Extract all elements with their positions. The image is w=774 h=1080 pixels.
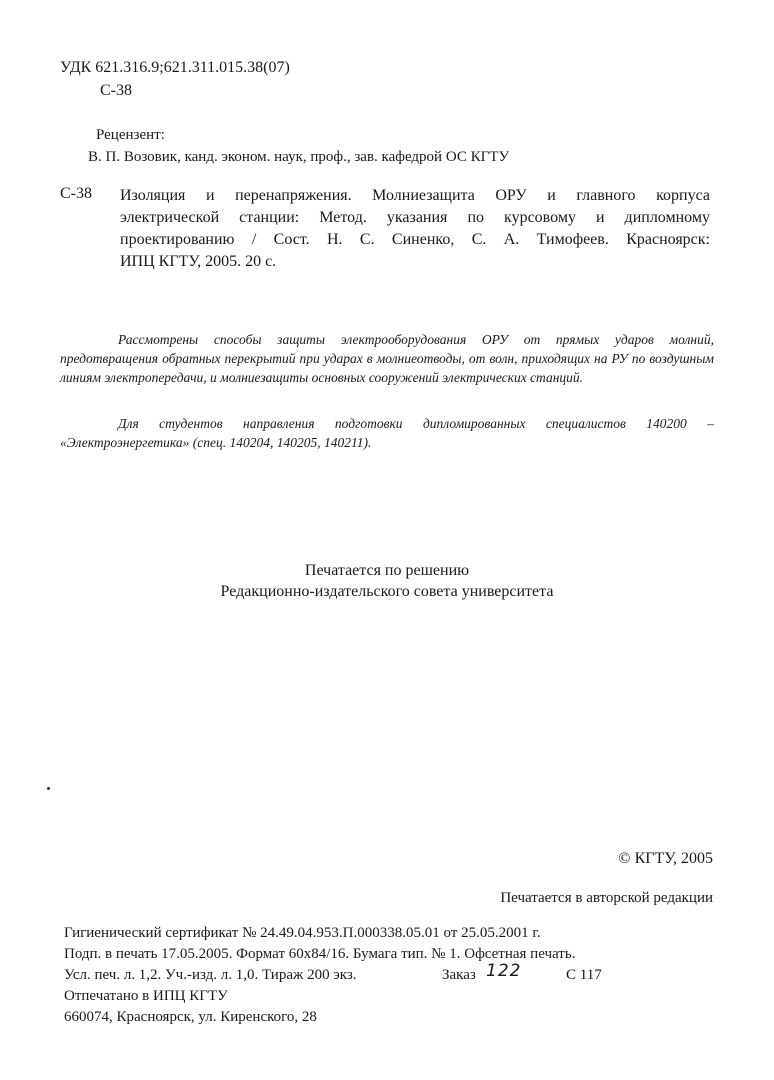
biblio-line-2: электрической станции: Метод. указания по курсовому и дипломному: [120, 209, 710, 226]
biblio-description: [120, 185, 710, 273]
scan-speck: [47, 787, 50, 790]
biblio-line-1: Изоляция и перенапряжения. Молниезащита ОРУ и главного корпуса: [120, 187, 710, 204]
reviewer-label: Рецензент:: [96, 127, 165, 143]
imprint-certificate: Гигиенический сертификат № 24.49.04.953.П.000338.05.01 от 25.05.2001 г.: [64, 925, 541, 941]
imprint-printed-at: Отпечатано в ИПЦ КГТУ: [64, 988, 228, 1004]
approval-line-2: Редакционно-издательского совета университета: [220, 583, 554, 600]
imprint-volume: Усл. печ. л. 1,2. Уч.-изд. л. 1,0. Тираж 200 экз.: [64, 967, 357, 983]
reviewer-name: В. П. Возовик, канд. эконом. наук, проф., зав. кафедрой ОС КГТУ: [88, 149, 510, 165]
edition-note: Печатается в авторской редакции: [500, 890, 713, 906]
library-index: С-38: [100, 82, 132, 99]
approval-line-1: Печатается по решению: [304, 562, 470, 579]
biblio-line-4: ИПЦ КГТУ, 2005. 20 с.: [120, 253, 277, 270]
udk-code: УДК 621.316.9;621.311.015.38(07): [60, 59, 290, 76]
order-label: Заказ: [442, 967, 476, 983]
imprint-print-details: Подп. в печать 17.05.2005. Формат 60х84/16. Бумага тип. № 1. Офсетная печать.: [64, 946, 576, 962]
copyright: © КГТУ, 2005: [618, 850, 713, 867]
biblio-line-3: проектированию / Сост. Н. С. Синенко, С. А. Тимофеев. Красноярск:: [120, 231, 710, 248]
abstract-paragraph-2: Для студентов направления подготовки дипломированных специалистов 140200 – «Электроэнергетика» (спец. 140204, 140205, 140211).: [60, 416, 714, 450]
order-number-handwritten: 122: [486, 961, 522, 981]
abstract-paragraph-1: Рассмотрены способы защиты электрооборудования ОРУ от прямых ударов молний, предотвращения обратных перекрытий при ударах в молниеотводы, от волн, приходящих на РУ по воздушным линиям электропередачи, и молниезащиты основных сооружений электрических станций.: [60, 332, 714, 385]
order-code: С 117: [566, 967, 602, 983]
biblio-code: С-38: [60, 185, 92, 202]
imprint-address: 660074, Красноярск, ул. Киренского, 28: [64, 1009, 317, 1025]
